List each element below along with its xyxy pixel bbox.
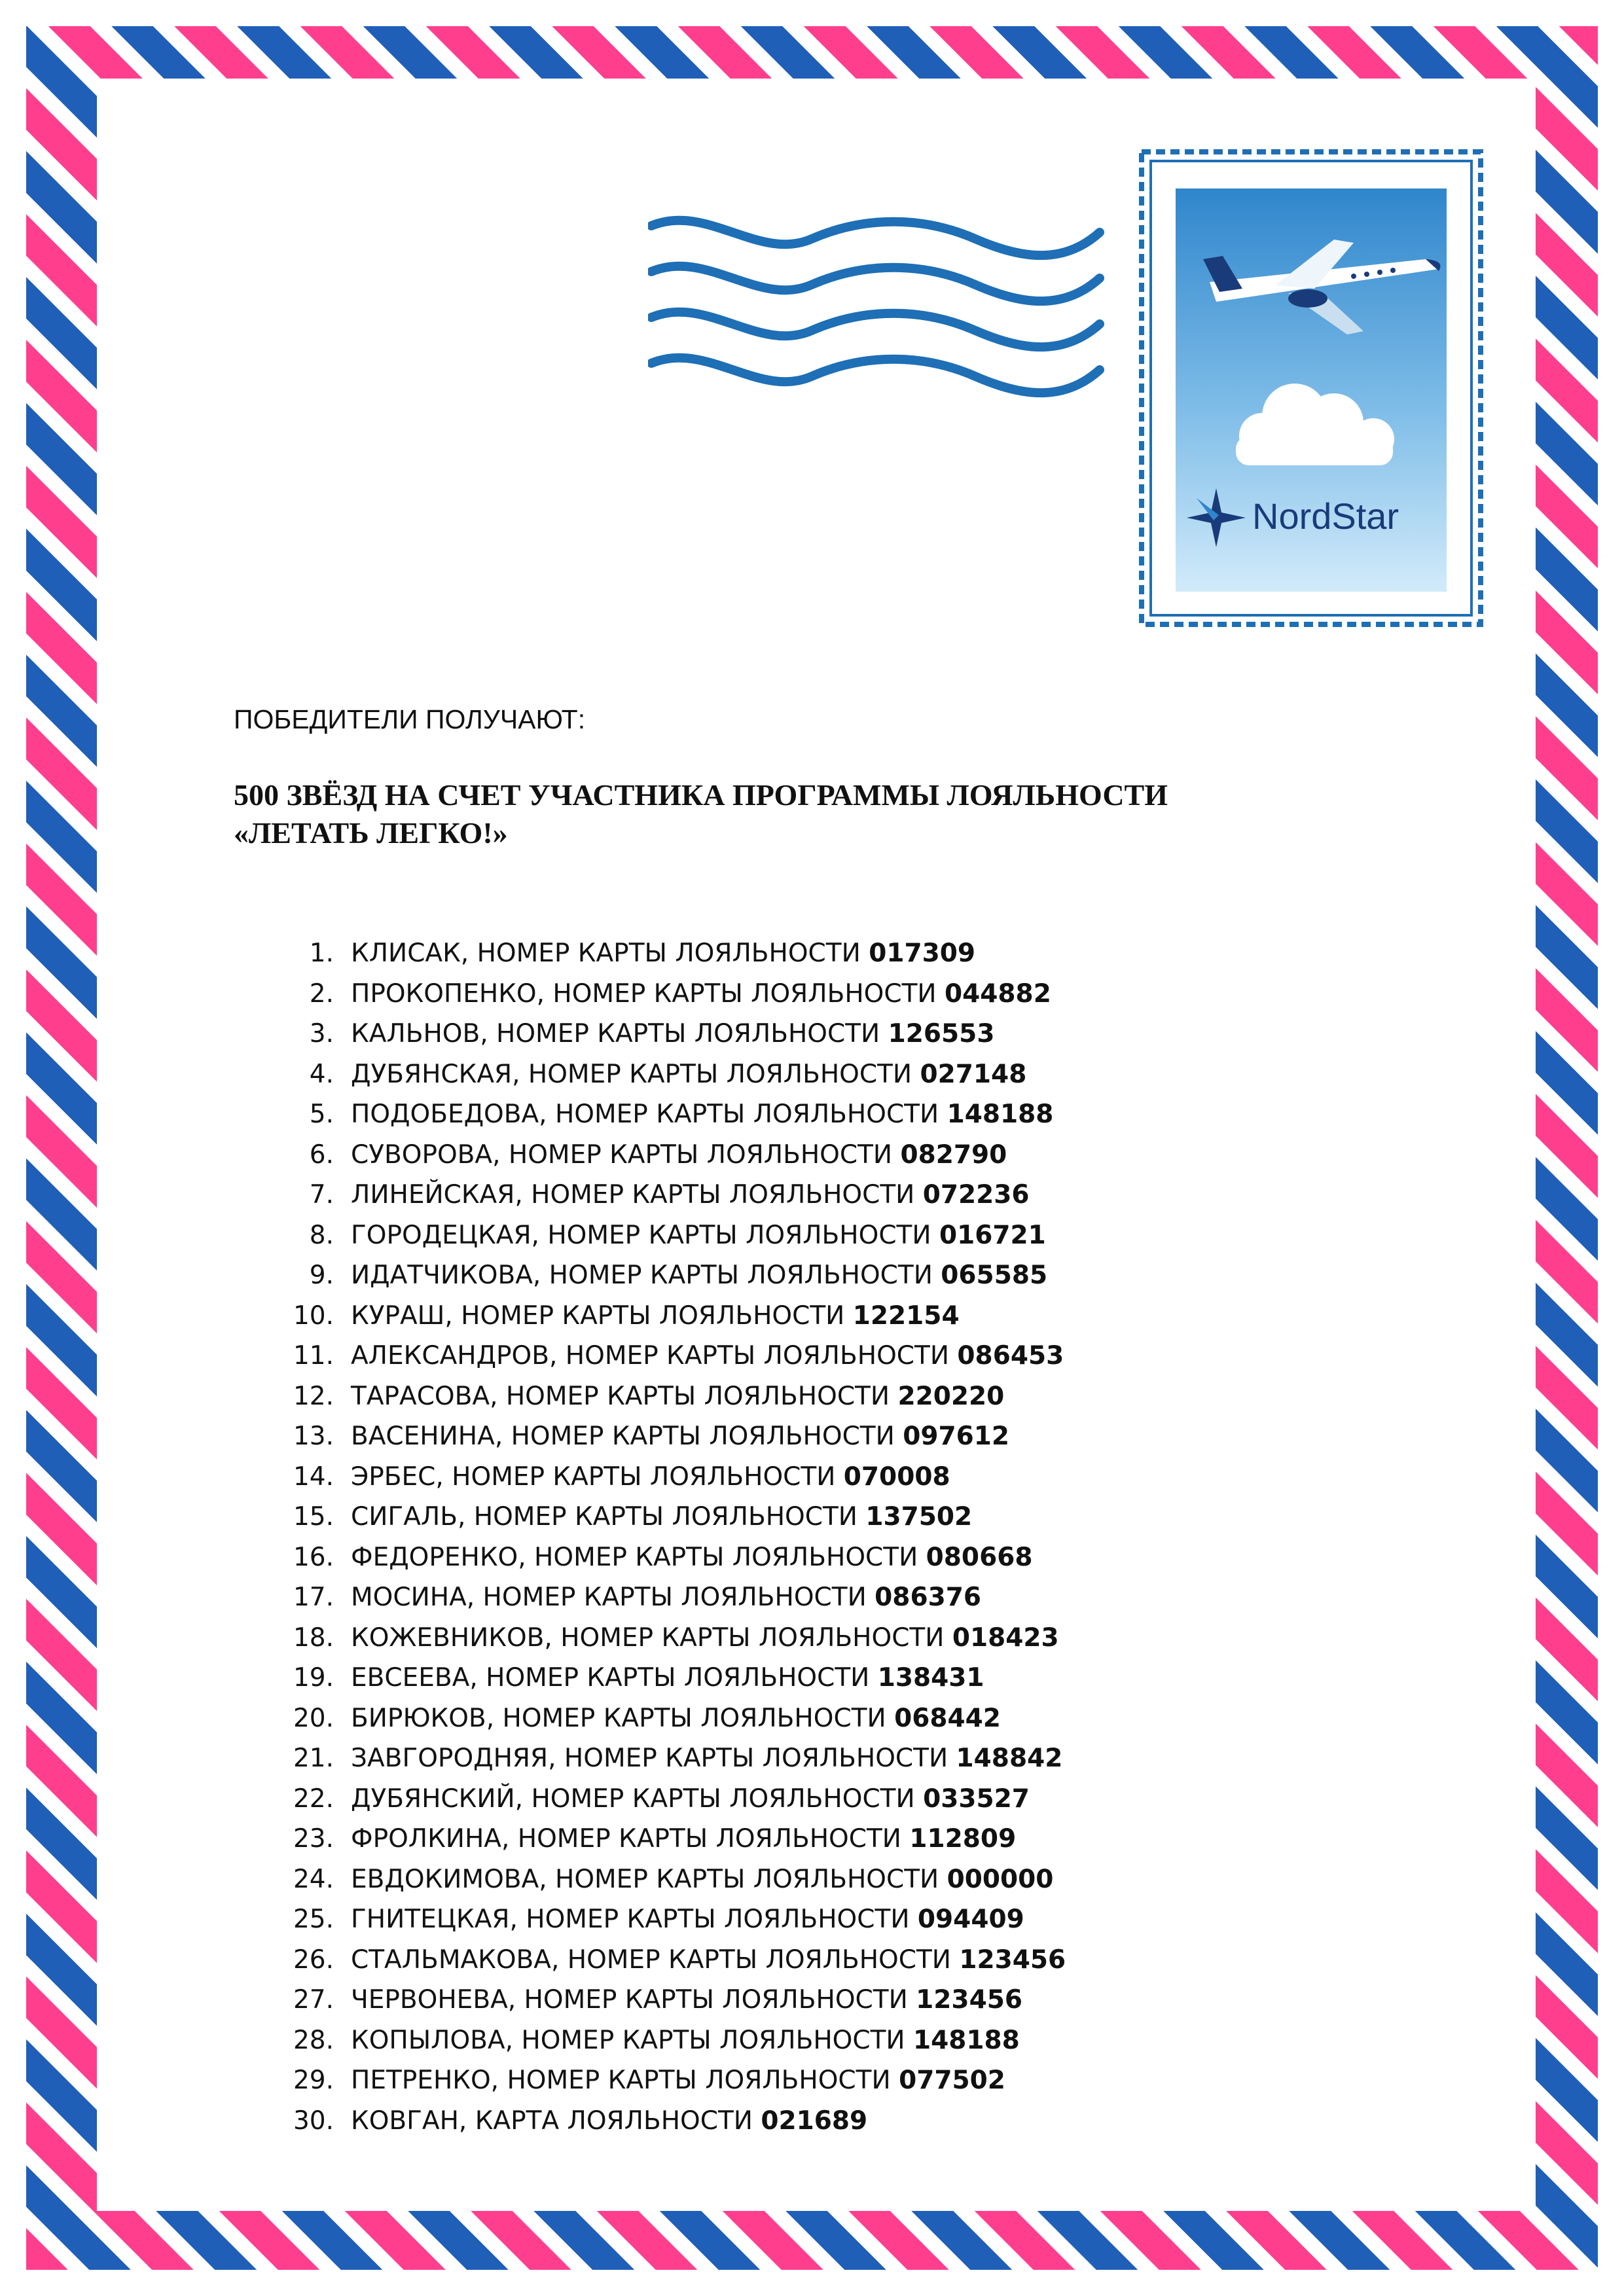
card-number: 033527 <box>923 1784 1030 1814</box>
card-number: 027148 <box>920 1059 1027 1089</box>
card-number: 000000 <box>947 1864 1054 1894</box>
list-item: 30. КОВГАН, КАРТА ЛОЯЛЬНОСТИ 021689 <box>293 2106 868 2136</box>
card-number: 065585 <box>941 1261 1048 1290</box>
card-number: 123456 <box>959 1945 1066 1975</box>
card-number: 021689 <box>761 2106 868 2136</box>
list-item: 14. ЭРБЕС, НОМЕР КАРТЫ ЛОЯЛЬНОСТИ 070008 <box>293 1462 950 1492</box>
card-number: 094409 <box>917 1905 1024 1934</box>
card-number: 072236 <box>922 1180 1030 1210</box>
list-item: 6. СУВОРОВА, НОМЕР КАРТЫ ЛОЯЛЬНОСТИ 082790 <box>309 1139 1007 1170</box>
intro-text: ПОБЕДИТЕЛИ ПОЛУЧАЮТ: <box>234 704 586 734</box>
list-item: 21. ЗАВГОРОДНЯЯ, НОМЕР КАРТЫ ЛОЯЛЬНОСТИ 148842 <box>293 1744 1063 1773</box>
card-number: 097612 <box>903 1422 1010 1451</box>
card-number: 068442 <box>894 1703 1001 1733</box>
list-item: 10. КУРАШ, НОМЕР КАРТЫ ЛОЯЛЬНОСТИ 122154 <box>293 1300 960 1331</box>
list-item: 5. ПОДОБЕДОВА, НОМЕР КАРТЫ ЛОЯЛЬНОСТИ 148188 <box>309 1100 1054 1129</box>
card-number: 070008 <box>843 1462 950 1492</box>
list-item: 8. ГОРОДЕЦКАЯ, НОМЕР КАРТЫ ЛОЯЛЬНОСТИ 016721 <box>309 1220 1046 1250</box>
card-number: 080668 <box>926 1542 1033 1572</box>
list-item: 25. ГНИТЕЦКАЯ, НОМЕР КАРТЫ ЛОЯЛЬНОСТИ 094409 <box>293 1905 1024 1934</box>
card-number: 112809 <box>909 1824 1017 1854</box>
list-item: 15. СИГАЛЬ, НОМЕР КАРТЫ ЛОЯЛЬНОСТИ 137502 <box>293 1502 973 1532</box>
list-item: 16. ФЕДОРЕНКО, НОМЕР КАРТЫ ЛОЯЛЬНОСТИ 080668 <box>293 1542 1033 1572</box>
card-number: 123456 <box>916 1985 1022 2015</box>
list-item: 4. ДУБЯНСКАЯ, НОМЕР КАРТЫ ЛОЯЛЬНОСТИ 027148 <box>309 1059 1027 1089</box>
list-item: 28. КОПЫЛОВА, НОМЕР КАРТЫ ЛОЯЛЬНОСТИ 148188 <box>293 2025 1020 2055</box>
prize-heading-line-1: 500 ЗВЁЗД НА СЧЕТ УЧАСТНИКА ПРОГРАММЫ ЛОЯЛЬНОСТИ <box>234 778 1168 812</box>
card-number: 016721 <box>939 1220 1046 1250</box>
list-item: 7. ЛИНЕЙСКАЯ, НОМЕР КАРТЫ ЛОЯЛЬНОСТИ 072236 <box>309 1180 1030 1210</box>
prize-heading <box>234 776 1412 852</box>
list-item: 13. ВАСЕНИНА, НОМЕР КАРТЫ ЛОЯЛЬНОСТИ 097612 <box>293 1422 1010 1451</box>
card-number: 137502 <box>865 1502 973 1532</box>
card-number: 148188 <box>947 1100 1054 1129</box>
list-item: 2. ПРОКОПЕНКО, НОМЕР КАРТЫ ЛОЯЛЬНОСТИ 044882 <box>309 978 1051 1009</box>
card-number: 122154 <box>852 1300 960 1331</box>
card-number: 148842 <box>956 1744 1063 1773</box>
list-item: 23. ФРОЛКИНА, НОМЕР КАРТЫ ЛОЯЛЬНОСТИ 112809 <box>293 1824 1017 1854</box>
list-item: 9. ИДАТЧИКОВА, НОМЕР КАРТЫ ЛОЯЛЬНОСТИ 065585 <box>309 1261 1048 1290</box>
card-number: 148188 <box>912 2025 1020 2055</box>
list-item: 29. ПЕТРЕНКО, НОМЕР КАРТЫ ЛОЯЛЬНОСТИ 077502 <box>293 2066 1005 2095</box>
svg-text:NordStar: NordStar <box>1252 495 1399 537</box>
list-item: 24. ЕВДОКИМОВА, НОМЕР КАРТЫ ЛОЯЛЬНОСТИ 000000 <box>293 1864 1054 1894</box>
card-number: 077502 <box>899 2066 1005 2095</box>
list-item: 11. АЛЕКСАНДРОВ, НОМЕР КАРТЫ ЛОЯЛЬНОСТИ 086453 <box>293 1341 1064 1371</box>
card-number: 126553 <box>888 1019 995 1049</box>
list-item: 26. СТАЛЬМАКОВА, НОМЕР КАРТЫ ЛОЯЛЬНОСТИ 123456 <box>293 1945 1066 1975</box>
card-number: 044882 <box>945 978 1051 1009</box>
list-item: 17. МОСИНА, НОМЕР КАРТЫ ЛОЯЛЬНОСТИ 086376 <box>293 1583 981 1612</box>
card-number: 086376 <box>875 1583 981 1612</box>
list-item: 3. КАЛЬНОВ, НОМЕР КАРТЫ ЛОЯЛЬНОСТИ 126553 <box>309 1019 995 1049</box>
list-item: 27. ЧЕРВОНЕВА, НОМЕР КАРТЫ ЛОЯЛЬНОСТИ 123456 <box>293 1985 1022 2015</box>
prize-heading-line-2: «ЛЕТАТЬ ЛЕГКО!» <box>234 816 508 850</box>
list-item: 19. ЕВСЕЕВА, НОМЕР КАРТЫ ЛОЯЛЬНОСТИ 138431 <box>293 1663 984 1693</box>
list-item: 22. ДУБЯНСКИЙ, НОМЕР КАРТЫ ЛОЯЛЬНОСТИ 033527 <box>293 1784 1030 1814</box>
card-number: 086453 <box>957 1341 1064 1371</box>
card-number: 017309 <box>869 939 976 968</box>
list-item: 18. КОЖЕВНИКОВ, НОМЕР КАРТЫ ЛОЯЛЬНОСТИ 018423 <box>293 1623 1059 1653</box>
card-number: 018423 <box>952 1623 1059 1653</box>
list-item: 20. БИРЮКОВ, НОМЕР КАРТЫ ЛОЯЛЬНОСТИ 068442 <box>293 1703 1001 1733</box>
card-number: 138431 <box>877 1663 984 1693</box>
list-item: 1. КЛИСАК, НОМЕР КАРТЫ ЛОЯЛЬНОСТИ 017309 <box>309 939 976 968</box>
list-item: 12. ТАРАСОВА, НОМЕР КАРТЫ ЛОЯЛЬНОСТИ 220220 <box>293 1381 1005 1411</box>
card-number: 220220 <box>897 1381 1005 1411</box>
card-number: 082790 <box>900 1139 1007 1170</box>
winners-list <box>281 933 1066 2141</box>
